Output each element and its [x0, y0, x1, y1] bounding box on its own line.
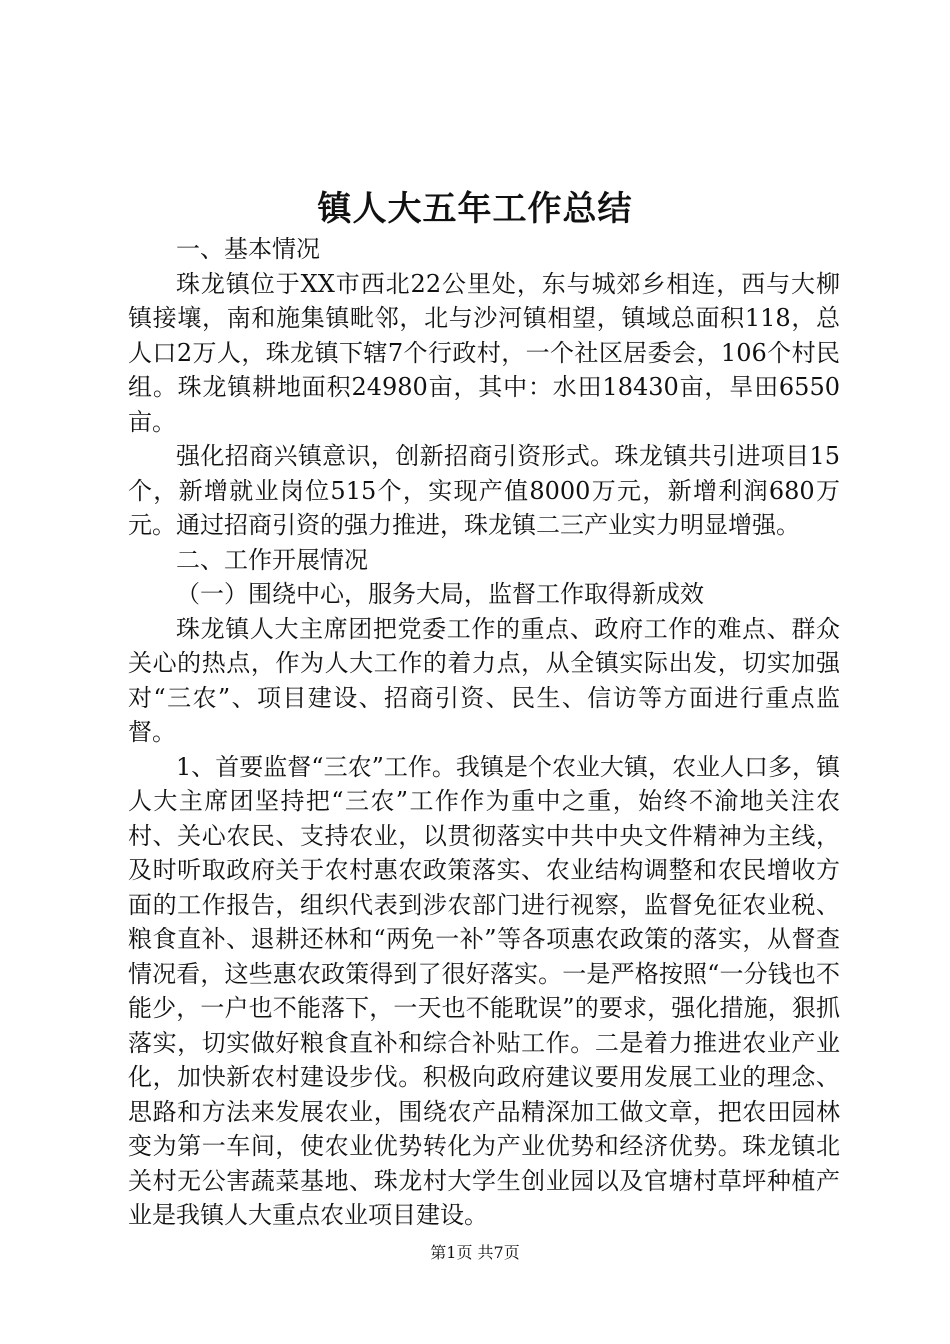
- paragraph: 强化招商兴镇意识，创新招商引资形式。珠龙镇共引进项目15个，新增就业岗位515个，实现产值8000万元，新增利润680万元。通过招商引资的强力推进，珠龙镇二三产业实力明显增强。: [128, 442, 840, 539]
- document-body: [128, 232, 840, 1233]
- paragraph: 1、首要监督“三农”工作。我镇是个农业大镇，农业人口多，镇人大主席团坚持把“三农”工作作为重中之重，始终不渝地关注农村、关心农民、支持农业，以贯彻落实中共中央文件精神为主线，及时听取政府关于农村惠农政策落实、农业结构调整和农民增收方面的工作报告，组织代表到涉农部门进行视察，监督免征农业税、粮食直补、退耕还林和“两免一补”等各项惠农政策的落实，从督查情况看，这些惠农政策得到了很好落实。一是严格按照“一分钱也不能少，一户也不能落下，一天也不能耽误”的要求，强化措施，狠抓落实，切实做好粮食直补和综合补贴工作。二是着力推进农业产业化，加快新农村建设步伐。积极向政府建议要用发展工业的理念、思路和方法来发展农业，围绕农产品精深加工做文章，把农田园林变为第一车间，使农业优势转化为产业优势和经济优势。珠龙镇北关村无公害蔬菜基地、珠龙村大学生创业园以及官塘村草坪种植产业是我镇人大重点农业项目建设。: [128, 752, 840, 1229]
- section-heading-work-progress: 二、工作开展情况: [176, 545, 368, 574]
- page-number-footer: 第1页 共7页: [430, 1243, 520, 1262]
- subsection-heading: （一）围绕中心，服务大局，监督工作取得新成效: [176, 580, 704, 608]
- document-title: 镇人大五年工作总结: [317, 189, 633, 229]
- paragraph: 珠龙镇人大主席团把党委工作的重点、政府工作的难点、群众关心的热点，作为人大工作的着力点，从全镇实际出发，切实加强对“三农”、项目建设、招商引资、民生、信访等方面进行重点监督。: [128, 614, 840, 746]
- section-heading-basic-info: 一、基本情况: [176, 235, 320, 263]
- paragraph: 珠龙镇位于XX市西北22公里处，东与城郊乡相连，西与大柳镇接壤，南和施集镇毗邻，北与沙河镇相望，镇域总面积118，总人口2万人，珠龙镇下辖7个行政村，一个社区居委会，106个村民组。珠龙镇耕地面积24980亩，其中：水田18430亩，旱田6550亩。: [128, 269, 840, 436]
